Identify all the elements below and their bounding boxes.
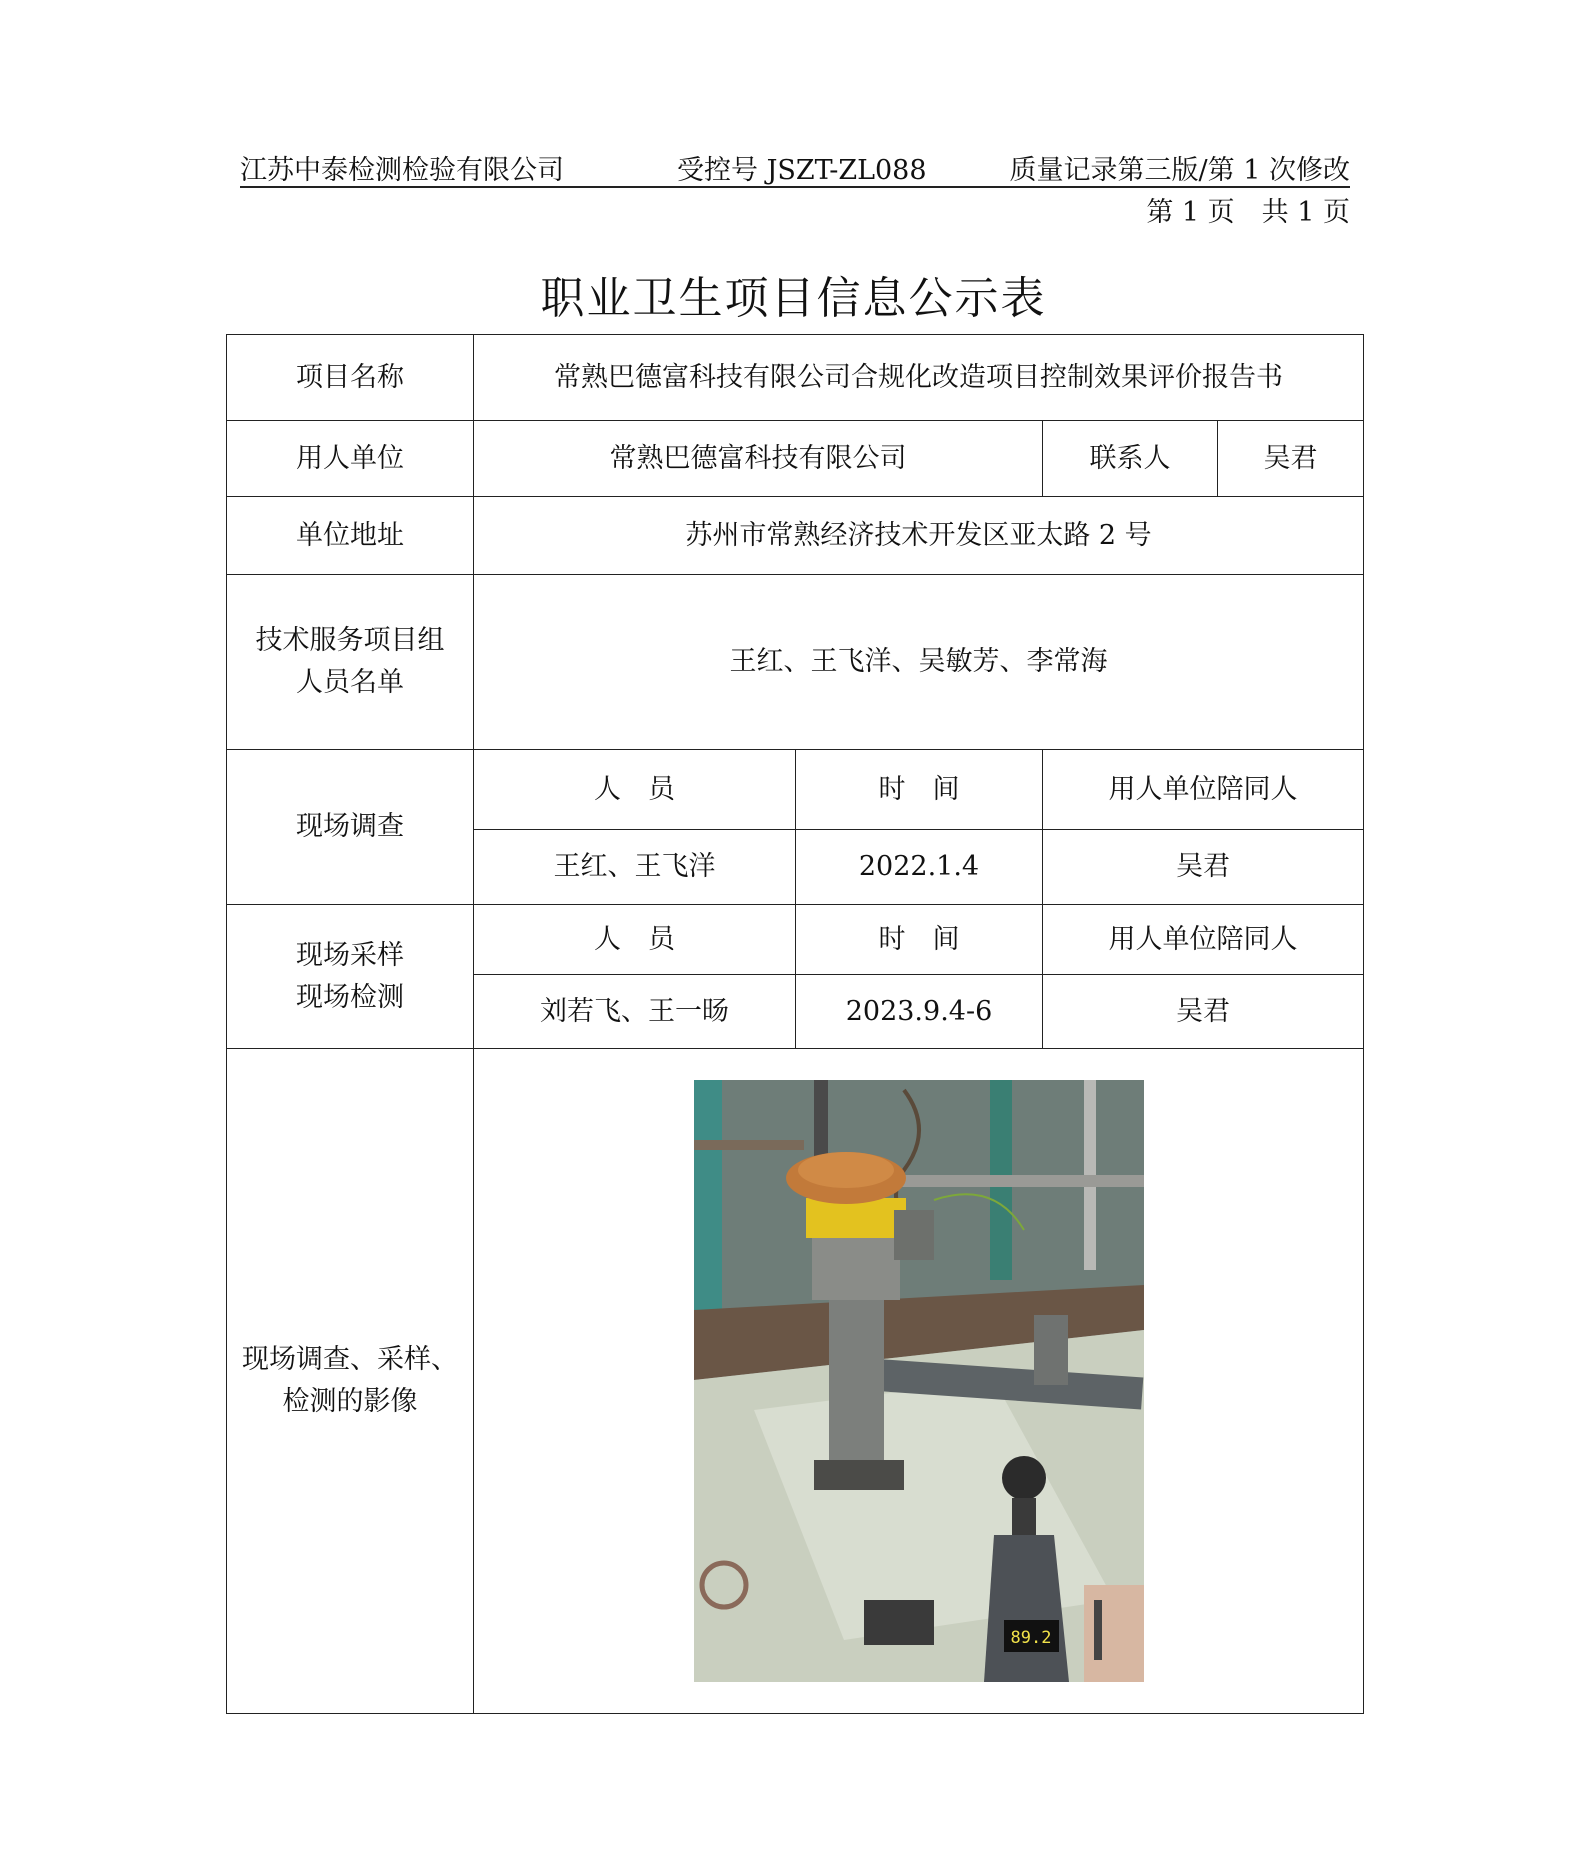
meter-microphone (1002, 1456, 1046, 1500)
label-images (227, 1049, 474, 1714)
sampling-personnel: 刘若飞、王一旸 (474, 975, 796, 1049)
photo-hand (1084, 1585, 1144, 1682)
label-images-line1: 现场调查、采样、 (242, 1344, 458, 1376)
row-project-name (227, 335, 1364, 421)
label-contact: 联系人 (1043, 421, 1218, 497)
row-sampling-header (227, 905, 1364, 975)
header-company: 江苏中泰检测检验有限公司 (240, 155, 564, 186)
label-team-line2: 人员名单 (296, 667, 404, 698)
header-control-number: 受控号 JSZT-ZL088 (677, 155, 927, 186)
label-sampling-line2: 现场检测 (296, 981, 404, 1013)
row-team (227, 575, 1364, 750)
survey-time: 2022.1.4 (796, 830, 1043, 905)
survey-col-companion: 用人单位陪同人 (1043, 750, 1364, 830)
label-survey: 现场调查 (227, 750, 474, 905)
survey-col-personnel: 人 员 (474, 750, 796, 830)
page-title: 职业卫生项目信息公示表 (540, 273, 1047, 324)
photo-horizontal-pipe (874, 1175, 1144, 1187)
label-sampling-line1: 现场采样 (296, 939, 404, 971)
value-contact: 吴君 (1218, 421, 1364, 497)
images-cell (474, 1049, 1364, 1714)
sampling-companion: 吴君 (1043, 975, 1364, 1049)
row-employer (227, 421, 1364, 497)
photo-pen (1094, 1600, 1102, 1660)
sampling-time: 2023.9.4-6 (796, 975, 1043, 1049)
value-address: 苏州市常熟经济技术开发区亚太路 2 号 (474, 497, 1364, 575)
row-survey-header (227, 750, 1364, 830)
survey-companion: 吴君 (1043, 830, 1364, 905)
photo-floor-opening (864, 1600, 934, 1645)
meter-body (984, 1535, 1069, 1682)
photo-junction-box (894, 1210, 934, 1260)
meter-reading: 89.2 (1010, 1628, 1051, 1648)
row-address (227, 497, 1364, 575)
photo-wall (694, 1080, 1144, 1310)
survey-personnel: 王红、王飞洋 (474, 830, 796, 905)
photo-rusty-rail (694, 1140, 804, 1150)
survey-col-time: 时 间 (796, 750, 1043, 830)
label-sampling (227, 905, 474, 1049)
label-project-name: 项目名称 (227, 335, 474, 421)
header-edition: 质量记录第三版/第 1 次修改 (1009, 155, 1350, 186)
photo-yellow-band (806, 1198, 906, 1238)
value-project-name: 常熟巴德富科技有限公司合规化改造项目控制效果评价报告书 (474, 335, 1364, 421)
label-team-line1: 技术服务项目组 (255, 625, 445, 657)
label-team (227, 575, 474, 750)
value-employer: 常熟巴德富科技有限公司 (474, 421, 1043, 497)
photo-valve (1034, 1315, 1068, 1385)
sampling-col-time: 时 间 (796, 905, 1043, 975)
photo-pump-cap-top (798, 1152, 894, 1188)
document-header (240, 142, 1350, 188)
label-address: 单位地址 (227, 497, 474, 575)
page-number: 第 1 页 共 1 页 (1146, 197, 1350, 228)
label-images-line2: 检测的影像 (282, 1386, 418, 1417)
info-table (226, 334, 1364, 1714)
sampling-col-companion: 用人单位陪同人 (1043, 905, 1364, 975)
row-images (227, 1049, 1364, 1714)
photo-pump-shaft (829, 1295, 884, 1480)
label-employer: 用人单位 (227, 421, 474, 497)
site-photo (694, 1080, 1144, 1682)
sampling-col-personnel: 人 员 (474, 905, 796, 975)
photo-teal-post (694, 1080, 722, 1340)
photo-pump-base (814, 1460, 904, 1490)
meter-neck (1012, 1498, 1036, 1538)
value-team: 王红、王飞洋、吴敏芳、李常海 (474, 575, 1364, 750)
